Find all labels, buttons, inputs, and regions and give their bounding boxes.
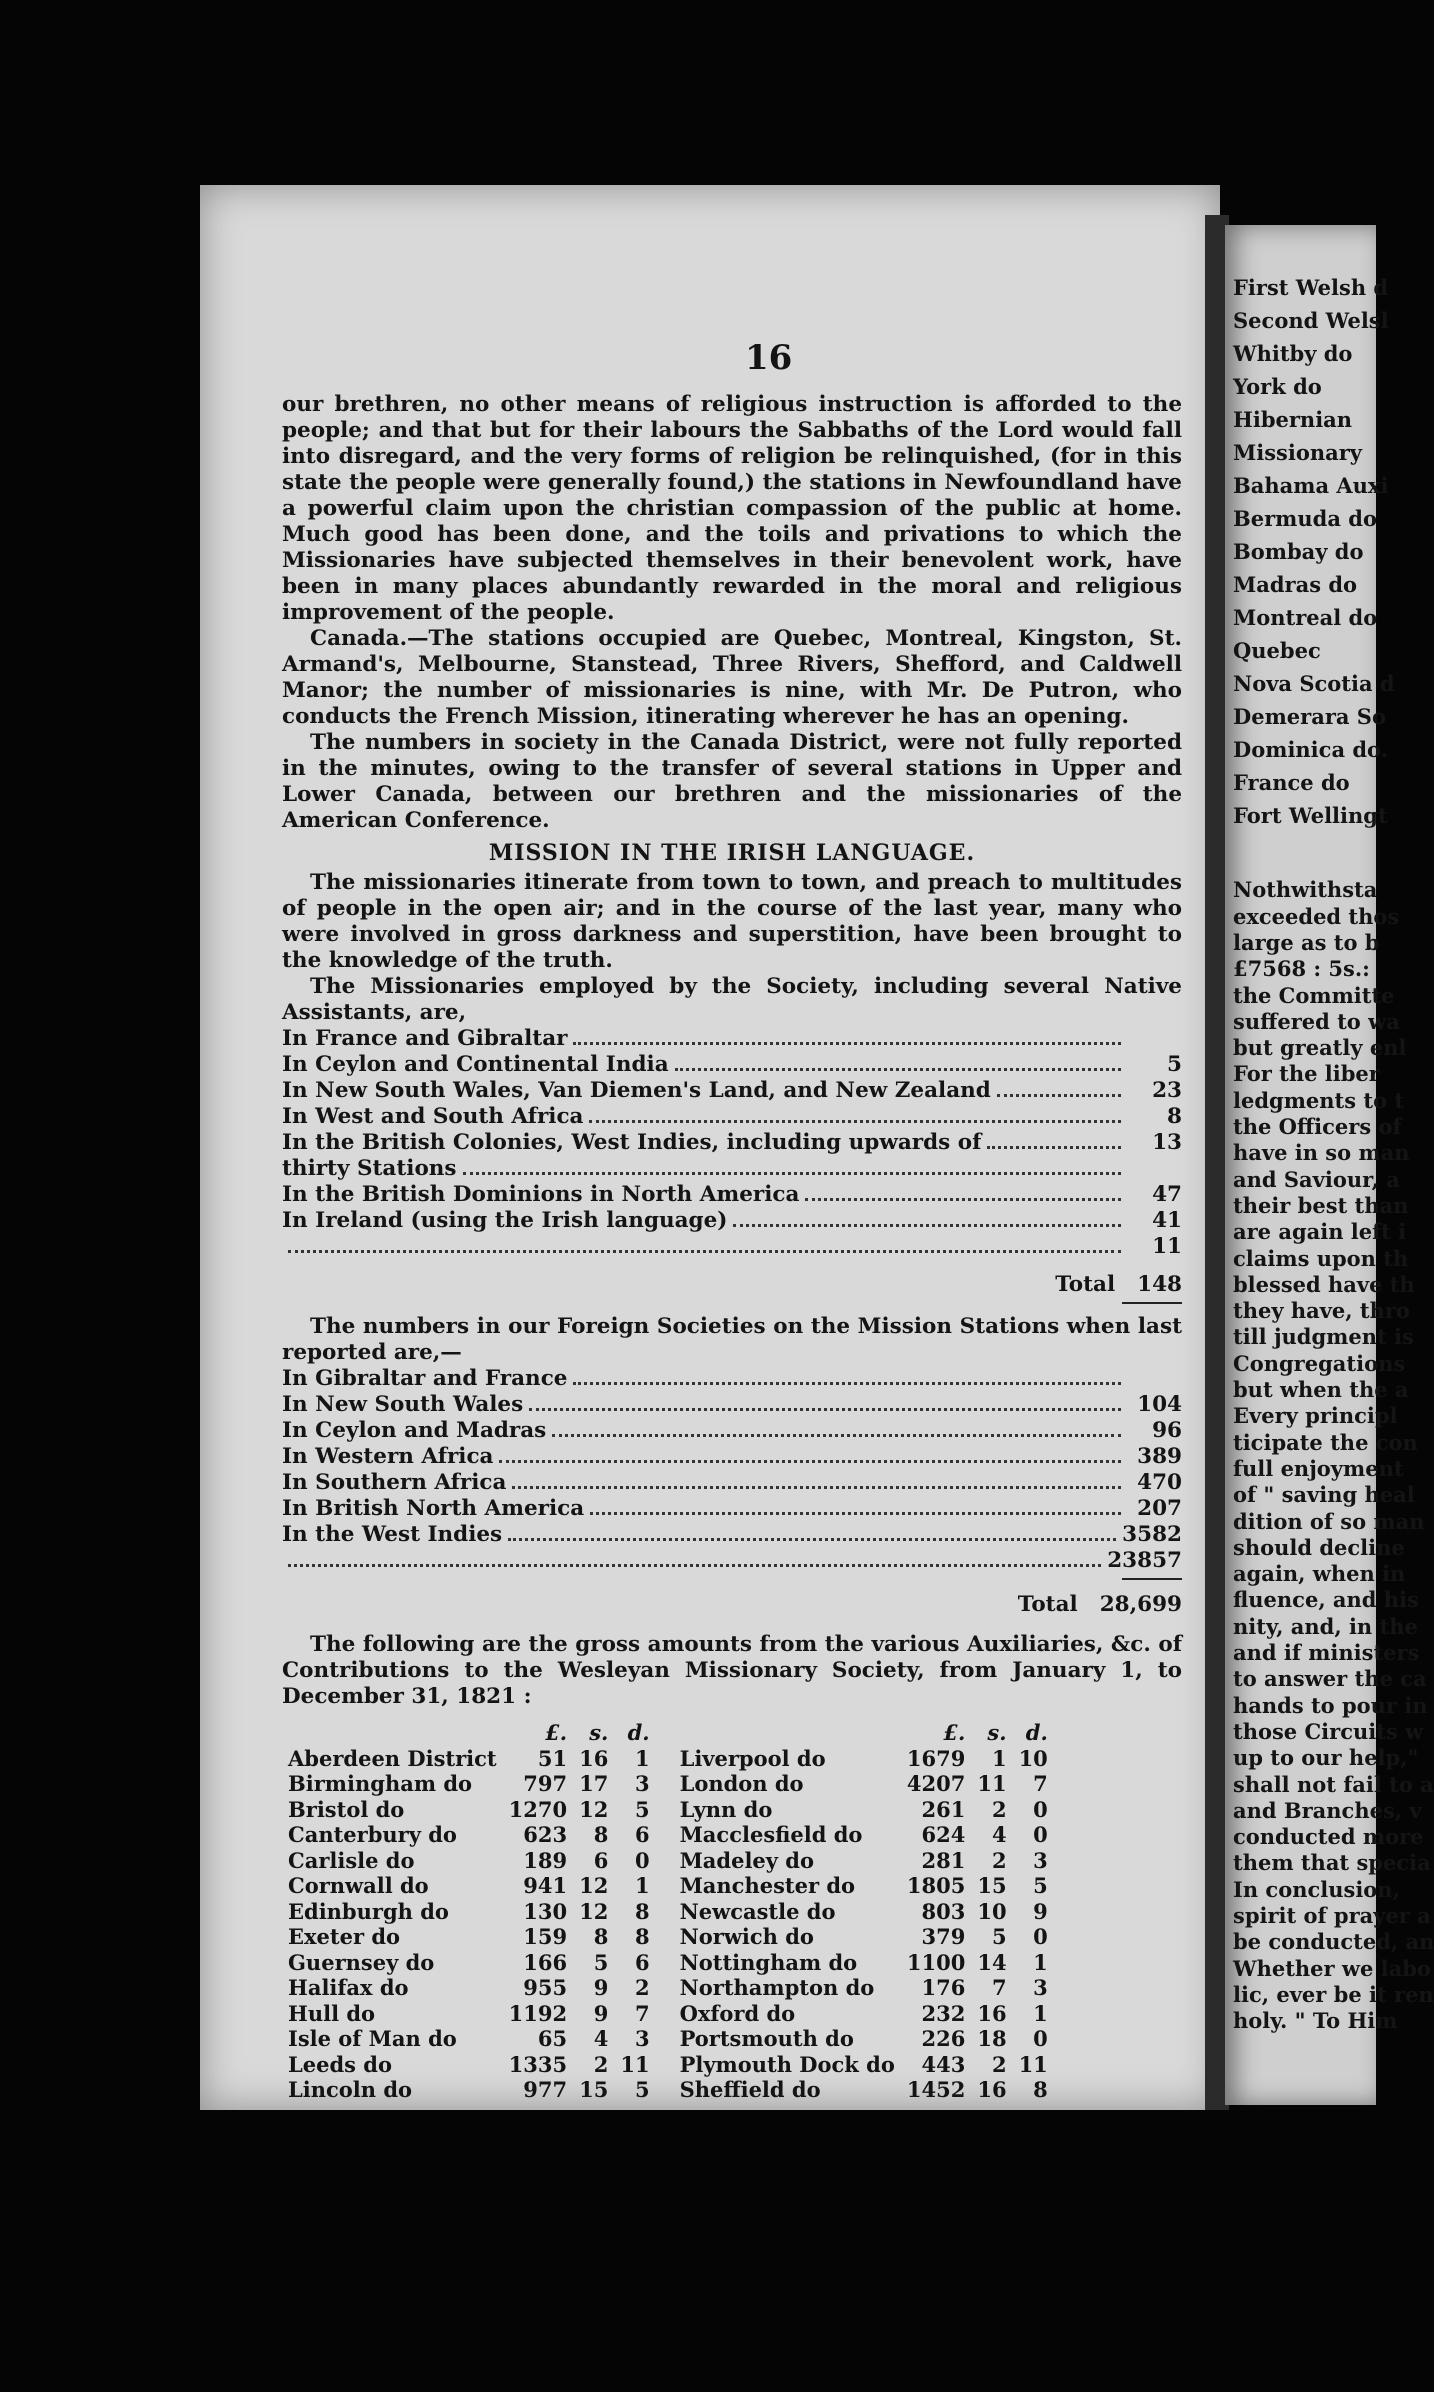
- amount-l: 1452: [906, 2077, 966, 2102]
- amount-d: 3: [1033, 1975, 1048, 2000]
- right-page-line: Demerara So: [1233, 704, 1386, 729]
- amount-s: 10: [977, 1898, 1007, 1924]
- table-row: [674, 2001, 1054, 2027]
- amount-s: 6: [593, 1847, 609, 1873]
- amount-s: 5: [991, 1924, 1007, 1949]
- right-page-line: Congregations: [1233, 1350, 1406, 1376]
- auxiliary-name: Halifax do: [288, 1975, 409, 2000]
- list-item: [282, 1234, 1182, 1260]
- page-number: 16: [745, 338, 793, 378]
- total-rule: [1122, 1302, 1182, 1304]
- amount-d: 8: [1033, 2077, 1048, 2102]
- amount-d: 3: [1033, 1847, 1048, 1873]
- right-page-line: the Officers of: [1233, 1114, 1402, 1139]
- list-item: [282, 1104, 1182, 1130]
- amount-d: 3: [634, 1771, 650, 1796]
- amount-d: 5: [1033, 1873, 1048, 1898]
- amount-s: 16: [579, 1745, 609, 1771]
- amount-s: 9: [593, 2000, 609, 2026]
- main-column: [282, 392, 1182, 2103]
- amount-s: 12: [579, 1873, 609, 1898]
- right-page-line: full enjoyment: [1233, 1455, 1404, 1481]
- right-page-line: of " saving heal: [1233, 1482, 1415, 1508]
- amount-l: 379: [921, 1924, 966, 1949]
- irish-paragraph: The missionaries itinerate from town to town, and preach to multitudes of people in the open air; and in the course of the last year, many who were involved in gross darkness and superstition, have been brought to the knowledge of the truth.: [282, 870, 1182, 973]
- amount-l: 1270: [508, 1796, 568, 1822]
- right-page-line: they have, thro: [1233, 1298, 1410, 1324]
- currency-header: £.: [943, 1720, 966, 1745]
- amount-s: 17: [579, 1771, 609, 1796]
- right-page-line: should decline: [1233, 1534, 1405, 1560]
- amount-d: 0: [634, 1847, 650, 1873]
- list-item: [282, 1130, 1182, 1156]
- list-item: [282, 1182, 1182, 1208]
- amount-l: 624: [921, 1822, 966, 1847]
- auxiliary-name: Bristol do: [288, 1796, 405, 1822]
- right-page-line: them that specia: [1233, 1850, 1431, 1876]
- missionaries-total-label: Total: [1055, 1272, 1116, 1297]
- right-page-line: £7568 : 5s.:: [1233, 956, 1370, 982]
- amount-s: 4: [991, 1822, 1007, 1847]
- missionaries-total-value: 148: [1137, 1272, 1182, 1297]
- auxiliary-name: Cornwall do: [288, 1873, 429, 1898]
- item-label: In the British Dominions in North America: [282, 1182, 800, 1207]
- auxiliary-name: Sheffield do: [679, 2077, 821, 2102]
- item-label: In Ceylon and Madras: [282, 1418, 547, 1443]
- amount-d: 0: [1033, 1924, 1048, 1949]
- canada-numbers-paragraph: The numbers in society in the Canada District, were not fully reported in the minutes, owing to the transfer of several stations in Upper and Lower Canada, between our brethren and the missionaries of the American Conference.: [282, 730, 1182, 833]
- list-item: [282, 1418, 1182, 1444]
- table-row: [674, 1822, 1054, 1848]
- amount-d: 11: [620, 2051, 650, 2077]
- right-page-line: nity, and, in the: [1233, 1613, 1418, 1639]
- table-row: [282, 1924, 656, 1950]
- right-page-line: but greatly enl: [1233, 1035, 1407, 1061]
- right-page-line: spirit of prayer a: [1233, 1903, 1431, 1928]
- table-row: [282, 2026, 656, 2052]
- amount-l: 1805: [906, 1873, 966, 1898]
- amount-l: 797: [523, 1771, 568, 1796]
- right-page-line: lic, ever be it ren: [1233, 1981, 1434, 2007]
- right-page-line: Nova Scotia d: [1233, 671, 1395, 696]
- right-page-line: and Branches, v: [1233, 1797, 1422, 1823]
- amount-s: 16: [977, 2077, 1007, 2102]
- item-label: In New South Wales: [282, 1392, 524, 1417]
- amount-s: 16: [977, 2000, 1007, 2026]
- item-label: In New South Wales, Van Diemen's Land, and New Zealand: [282, 1078, 991, 1103]
- amount-d: 6: [634, 1949, 650, 1975]
- auxiliary-name: Nottingham do: [679, 1949, 858, 1975]
- auxiliary-name: Exeter do: [288, 1924, 401, 1949]
- right-page-line: Montreal do: [1233, 605, 1378, 630]
- right-page-line: First Welsh d: [1233, 275, 1389, 300]
- amount-d: 0: [1033, 1822, 1048, 1847]
- amount-l: 955: [523, 1975, 568, 2000]
- list-item: [282, 1548, 1182, 1574]
- right-page-line: but when the a: [1233, 1377, 1409, 1402]
- auxiliary-name: Madeley do: [679, 1847, 815, 1873]
- table-row: [282, 2077, 656, 2103]
- right-page-line: Missionary: [1233, 440, 1362, 465]
- amount-d: 0: [1033, 2026, 1048, 2051]
- right-page-line: shall not fail to a: [1233, 1771, 1434, 1797]
- right-page-line: conducted more: [1233, 1824, 1424, 1850]
- amount-d: 1: [634, 1873, 650, 1898]
- auxiliary-name: Manchester do: [679, 1873, 856, 1898]
- irish-mission-heading: MISSION IN THE IRISH LANGUAGE.: [488, 840, 976, 866]
- amount-l: 261: [921, 1796, 966, 1822]
- auxiliary-name: Leeds do: [288, 2051, 392, 2077]
- auxiliary-name: Liverpool do: [679, 1745, 826, 1771]
- auxiliary-name: Isle of Man do: [288, 2026, 457, 2051]
- right-page-line: Bombay do: [1233, 539, 1364, 564]
- table-row: [674, 1975, 1054, 2001]
- amount-s: 14: [977, 1949, 1007, 1975]
- item-label: In the West Indies: [282, 1522, 503, 1547]
- leader-dots: [987, 1146, 1121, 1149]
- right-page-line: again, when in: [1233, 1561, 1406, 1587]
- societies-intro: The numbers in our Foreign Societies on the Mission Stations when last reported are,—: [282, 1314, 1182, 1365]
- table-row: [282, 1848, 656, 1874]
- auxiliaries-left-table: [282, 1720, 656, 2103]
- list-item: [282, 1078, 1182, 1104]
- amount-s: 12: [579, 1898, 609, 1924]
- amount-d: 3: [634, 2026, 650, 2051]
- amount-s: 2: [991, 1847, 1007, 1873]
- list-item: [282, 1026, 1182, 1052]
- amount-l: 189: [523, 1847, 568, 1873]
- amount-l: 51: [537, 1745, 568, 1771]
- right-page-line: those Circuits w: [1233, 1718, 1424, 1744]
- auxiliary-name: Canterbury do: [288, 1822, 457, 1847]
- amount-d: 6: [634, 1822, 650, 1847]
- table-header-row: [674, 1720, 1054, 1746]
- table-row: [282, 2052, 656, 2078]
- header-spacer: [674, 1720, 901, 1746]
- right-page-line: holy. " To Him: [1233, 2008, 1398, 2034]
- list-item: [282, 1366, 1182, 1392]
- item-value: 8: [1167, 1104, 1182, 1129]
- right-page-line: Every principl: [1233, 1403, 1398, 1429]
- item-label: thirty Stations: [282, 1156, 457, 1181]
- item-value: 96: [1152, 1418, 1182, 1443]
- leader-dots: [288, 1250, 1121, 1253]
- leader-dots: [733, 1224, 1121, 1227]
- amounts-intro: The following are the gross amounts from the various Auxiliaries, &c. of Contributions to the Wesleyan Missionary Society, from January 1, to December 31, 1821 :: [282, 1632, 1182, 1709]
- amount-l: 281: [921, 1847, 966, 1873]
- amount-l: 623: [523, 1822, 568, 1847]
- amount-d: 0: [1033, 1796, 1048, 1822]
- amount-d: 5: [634, 2077, 650, 2102]
- right-page-line: Bermuda do: [1233, 506, 1377, 531]
- right-page-line: Dominica do.: [1233, 737, 1388, 762]
- amount-d: 2: [634, 1975, 650, 2000]
- amount-s: 18: [977, 2026, 1007, 2051]
- leader-dots: [573, 1382, 1121, 1385]
- amount-l: 159: [523, 1924, 568, 1949]
- table-row: [282, 1975, 656, 2001]
- amount-d: 5: [634, 1796, 650, 1822]
- amount-d: 7: [634, 2000, 650, 2026]
- right-page-line: Second Welsl: [1233, 308, 1389, 333]
- amount-l: 65: [537, 2026, 568, 2051]
- table-row: [674, 1797, 1054, 1823]
- list-item: [282, 1470, 1182, 1496]
- item-value: 23857: [1107, 1548, 1182, 1573]
- right-page-line: Fort Wellingt: [1233, 803, 1388, 828]
- amount-s: 2: [991, 2051, 1007, 2077]
- table-row: [674, 2026, 1054, 2052]
- right-page-line: exceeded thos: [1233, 903, 1400, 929]
- table-row: [674, 1899, 1054, 1925]
- table-row: [674, 2052, 1054, 2078]
- auxiliary-name: Carlisle do: [288, 1847, 415, 1873]
- right-page-line: For the liber: [1233, 1061, 1380, 1087]
- right-page-line: Nothwithsta: [1233, 877, 1378, 903]
- currency-header: £.: [545, 1720, 568, 1745]
- auxiliary-name: Lincoln do: [288, 2077, 413, 2102]
- right-page-line: In conclusion,: [1233, 1876, 1400, 1902]
- table-row: [282, 1797, 656, 1823]
- amount-l: 1335: [508, 2051, 568, 2077]
- auxiliaries-tables: [282, 1720, 1182, 2103]
- table-row: [674, 2077, 1054, 2103]
- auxiliary-name: Macclesfield do: [679, 1822, 863, 1847]
- amount-l: 4207: [906, 1771, 966, 1796]
- canada-paragraph: Canada.—The stations occupied are Quebec, Montreal, Kingston, St. Armand's, Melbourne, Stanstead, Three Rivers, Shefford, and Caldwell Manor; the number of missionaries is nine, with Mr. De Putron, who conducts the French Mission, itinerating wherever he has an opening.: [282, 626, 1182, 729]
- list-item: [282, 1444, 1182, 1470]
- right-page-line: large as to b: [1233, 929, 1380, 955]
- amount-l: 130: [523, 1898, 568, 1924]
- leader-dots: [589, 1120, 1121, 1123]
- auxiliary-name: Aberdeen District: [288, 1745, 497, 1771]
- right-page-line: and Saviour, a: [1233, 1166, 1400, 1192]
- currency-header: s.: [987, 1720, 1007, 1745]
- right-page-line: Hibernian: [1233, 407, 1353, 432]
- amount-s: 15: [977, 1873, 1007, 1898]
- missionaries-list: [282, 1026, 1182, 1260]
- societies-total: [282, 1592, 1182, 1618]
- item-label: In Ireland (using the Irish language): [282, 1208, 728, 1233]
- list-item: [282, 1392, 1182, 1418]
- amount-l: 232: [921, 2000, 966, 2026]
- amount-s: 4: [593, 2026, 609, 2051]
- amount-l: 443: [921, 2051, 966, 2077]
- amount-s: 1: [991, 1745, 1007, 1771]
- amount-l: 1192: [508, 2000, 568, 2026]
- auxiliary-name: Oxford do: [679, 2000, 796, 2026]
- amount-s: 9: [593, 1975, 609, 2000]
- table-row: [674, 1873, 1054, 1899]
- societies-total-label: Total: [1017, 1592, 1078, 1617]
- auxiliary-name: London do: [679, 1771, 804, 1796]
- list-item: [282, 1156, 1182, 1182]
- currency-header: s.: [589, 1720, 609, 1745]
- right-page-line: Whitby do: [1233, 341, 1353, 366]
- item-value: 104: [1137, 1392, 1182, 1417]
- auxiliary-name: Northampton do: [679, 1975, 875, 2000]
- right-page-line: to answer the ca: [1233, 1666, 1427, 1692]
- right-page-line: till judgment is: [1233, 1324, 1414, 1350]
- amount-l: 1100: [906, 1949, 966, 1975]
- amount-l: 166: [523, 1949, 568, 1975]
- currency-header: d.: [627, 1720, 650, 1745]
- leader-dots: [590, 1512, 1121, 1515]
- societies-list: [282, 1366, 1182, 1574]
- amount-d: 1: [634, 1745, 650, 1771]
- table-row: [282, 1899, 656, 1925]
- amount-d: 8: [634, 1898, 650, 1924]
- right-page-line: Whether we labo: [1233, 1955, 1431, 1981]
- right-page-line: suffered to wa: [1233, 1008, 1400, 1034]
- auxiliaries-right-table: [674, 1720, 1054, 2103]
- amount-d: 1: [1033, 1949, 1048, 1975]
- leader-dots: [552, 1434, 1121, 1437]
- list-item: [282, 1052, 1182, 1078]
- item-label: In the British Colonies, West Indies, including upwards of: [282, 1130, 982, 1155]
- table-row: [674, 1746, 1054, 1772]
- auxiliary-name: Plymouth Dock do: [679, 2051, 895, 2077]
- item-value: 470: [1137, 1470, 1182, 1495]
- list-item: [282, 1496, 1182, 1522]
- item-label: In France and Gibraltar: [282, 1026, 568, 1051]
- right-page-line: have in so man: [1233, 1140, 1410, 1166]
- item-value: 5: [1167, 1052, 1182, 1077]
- item-label: In Ceylon and Continental India: [282, 1052, 669, 1077]
- item-value: 11: [1152, 1234, 1182, 1259]
- amount-l: 941: [523, 1873, 568, 1898]
- amount-l: 1679: [906, 1745, 966, 1771]
- item-value: 41: [1152, 1208, 1182, 1233]
- amount-d: 11: [1018, 2051, 1048, 2077]
- missionaries-intro: The Missionaries employed by the Society, including several Native Assistants, are,: [282, 974, 1182, 1025]
- amount-l: 977: [523, 2077, 568, 2102]
- intro-paragraph: our brethren, no other means of religious instruction is afforded to the people; and that but for their labours the Sabbaths of the Lord would fall into disregard, and the very forms of religion be relinquished, (for in this state the people were generally found,) the stations in Newfoundland have a powerful claim upon the christian compassion of the public at home. Much good has been done, and the toils and privations to which the Missionaries have subjected themselves in their benevolent work, have been in many places abundantly rewarded in the moral and religious improvement of the people.: [282, 392, 1182, 625]
- amount-s: 8: [593, 1822, 609, 1847]
- leader-dots: [512, 1486, 1121, 1489]
- right-page: [1225, 225, 1434, 2105]
- right-page-line: the Committe: [1233, 982, 1395, 1008]
- right-page-line: dition of so man: [1233, 1508, 1425, 1534]
- right-page-line: be conducted, an: [1233, 1929, 1434, 1955]
- amount-s: 5: [593, 1949, 609, 1975]
- item-value: 47: [1152, 1182, 1182, 1207]
- amount-s: 15: [579, 2077, 609, 2102]
- amount-d: 7: [1033, 1771, 1048, 1796]
- amount-s: 2: [991, 1796, 1007, 1822]
- right-page-line: Quebec: [1233, 638, 1321, 663]
- amount-d: 1: [1033, 2000, 1048, 2026]
- list-item: [282, 1208, 1182, 1234]
- amount-s: 8: [593, 1924, 609, 1949]
- item-value: 389: [1137, 1444, 1182, 1469]
- amount-l: 803: [921, 1898, 966, 1924]
- item-value: 23: [1152, 1078, 1182, 1103]
- amount-d: 9: [1033, 1898, 1048, 1924]
- right-page-line: claims upon th: [1233, 1245, 1409, 1271]
- list-item: [282, 1522, 1182, 1548]
- leader-dots: [508, 1538, 1116, 1541]
- right-page-line: ticipate the con: [1233, 1429, 1418, 1455]
- amount-s: 2: [593, 2051, 609, 2077]
- table-row: [282, 1771, 656, 1797]
- table-row: [674, 1848, 1054, 1874]
- right-page-line: blessed have th: [1233, 1271, 1415, 1297]
- leader-dots: [499, 1460, 1121, 1463]
- auxiliary-name: Norwich do: [679, 1924, 814, 1949]
- leader-dots: [573, 1042, 1121, 1045]
- amount-s: 12: [579, 1796, 609, 1822]
- missionaries-total: [282, 1272, 1182, 1298]
- table-row: [282, 1822, 656, 1848]
- table-row: [282, 1950, 656, 1976]
- table-row: [282, 1746, 656, 1772]
- amount-l: 226: [921, 2026, 966, 2051]
- table-row: [282, 2001, 656, 2027]
- right-page-line: Bahama Auxi: [1233, 473, 1389, 498]
- auxiliary-name: Lynn do: [679, 1796, 773, 1822]
- right-page-line: York do: [1233, 374, 1322, 399]
- amount-s: 7: [991, 1975, 1007, 2000]
- right-page-line: Madras do: [1233, 572, 1358, 597]
- table-row: [282, 1873, 656, 1899]
- table-row: [674, 1771, 1054, 1797]
- amount-s: 11: [977, 1771, 1007, 1796]
- leader-dots: [529, 1408, 1121, 1411]
- leader-dots: [675, 1068, 1121, 1071]
- right-page-line: France do: [1233, 770, 1350, 795]
- right-page-line: fluence, and his: [1233, 1587, 1419, 1613]
- right-page-line: their best than: [1233, 1192, 1409, 1218]
- leader-dots: [463, 1172, 1121, 1175]
- table-header-row: [282, 1720, 656, 1746]
- item-value: 3582: [1122, 1522, 1182, 1547]
- auxiliary-name: Birmingham do: [288, 1771, 473, 1796]
- right-page-line: ledgments to t: [1233, 1087, 1405, 1113]
- header-spacer: [282, 1720, 503, 1746]
- item-value: 13: [1152, 1130, 1182, 1155]
- auxiliary-name: Newcastle do: [679, 1898, 836, 1924]
- right-page-line: up to our help,": [1233, 1745, 1419, 1771]
- leader-dots: [997, 1094, 1121, 1097]
- table-row: [674, 1950, 1054, 1976]
- auxiliary-name: Edinburgh do: [288, 1898, 449, 1924]
- item-label: In Southern Africa: [282, 1470, 507, 1495]
- leader-dots: [805, 1198, 1121, 1201]
- auxiliary-name: Guernsey do: [288, 1949, 435, 1975]
- currency-header: d.: [1025, 1720, 1048, 1745]
- amount-l: 176: [921, 1975, 966, 2000]
- right-page-line: hands to pour in: [1233, 1692, 1428, 1718]
- item-label: In British North America: [282, 1496, 585, 1521]
- right-page-line: are again left i: [1233, 1219, 1407, 1245]
- item-label: In Gibraltar and France: [282, 1366, 568, 1391]
- item-label: In West and South Africa: [282, 1104, 584, 1129]
- right-page-line: and if ministers: [1233, 1640, 1420, 1665]
- item-value: 207: [1137, 1496, 1182, 1521]
- amount-d: 10: [1018, 1745, 1048, 1771]
- societies-total-value: 28,699: [1099, 1592, 1182, 1617]
- item-label: In Western Africa: [282, 1444, 494, 1469]
- auxiliary-name: Hull do: [288, 2000, 376, 2026]
- total-rule: [1122, 1578, 1182, 1580]
- auxiliary-name: Portsmouth do: [679, 2026, 854, 2051]
- amount-d: 8: [634, 1924, 650, 1949]
- leader-dots: [288, 1564, 1101, 1567]
- table-row: [674, 1924, 1054, 1950]
